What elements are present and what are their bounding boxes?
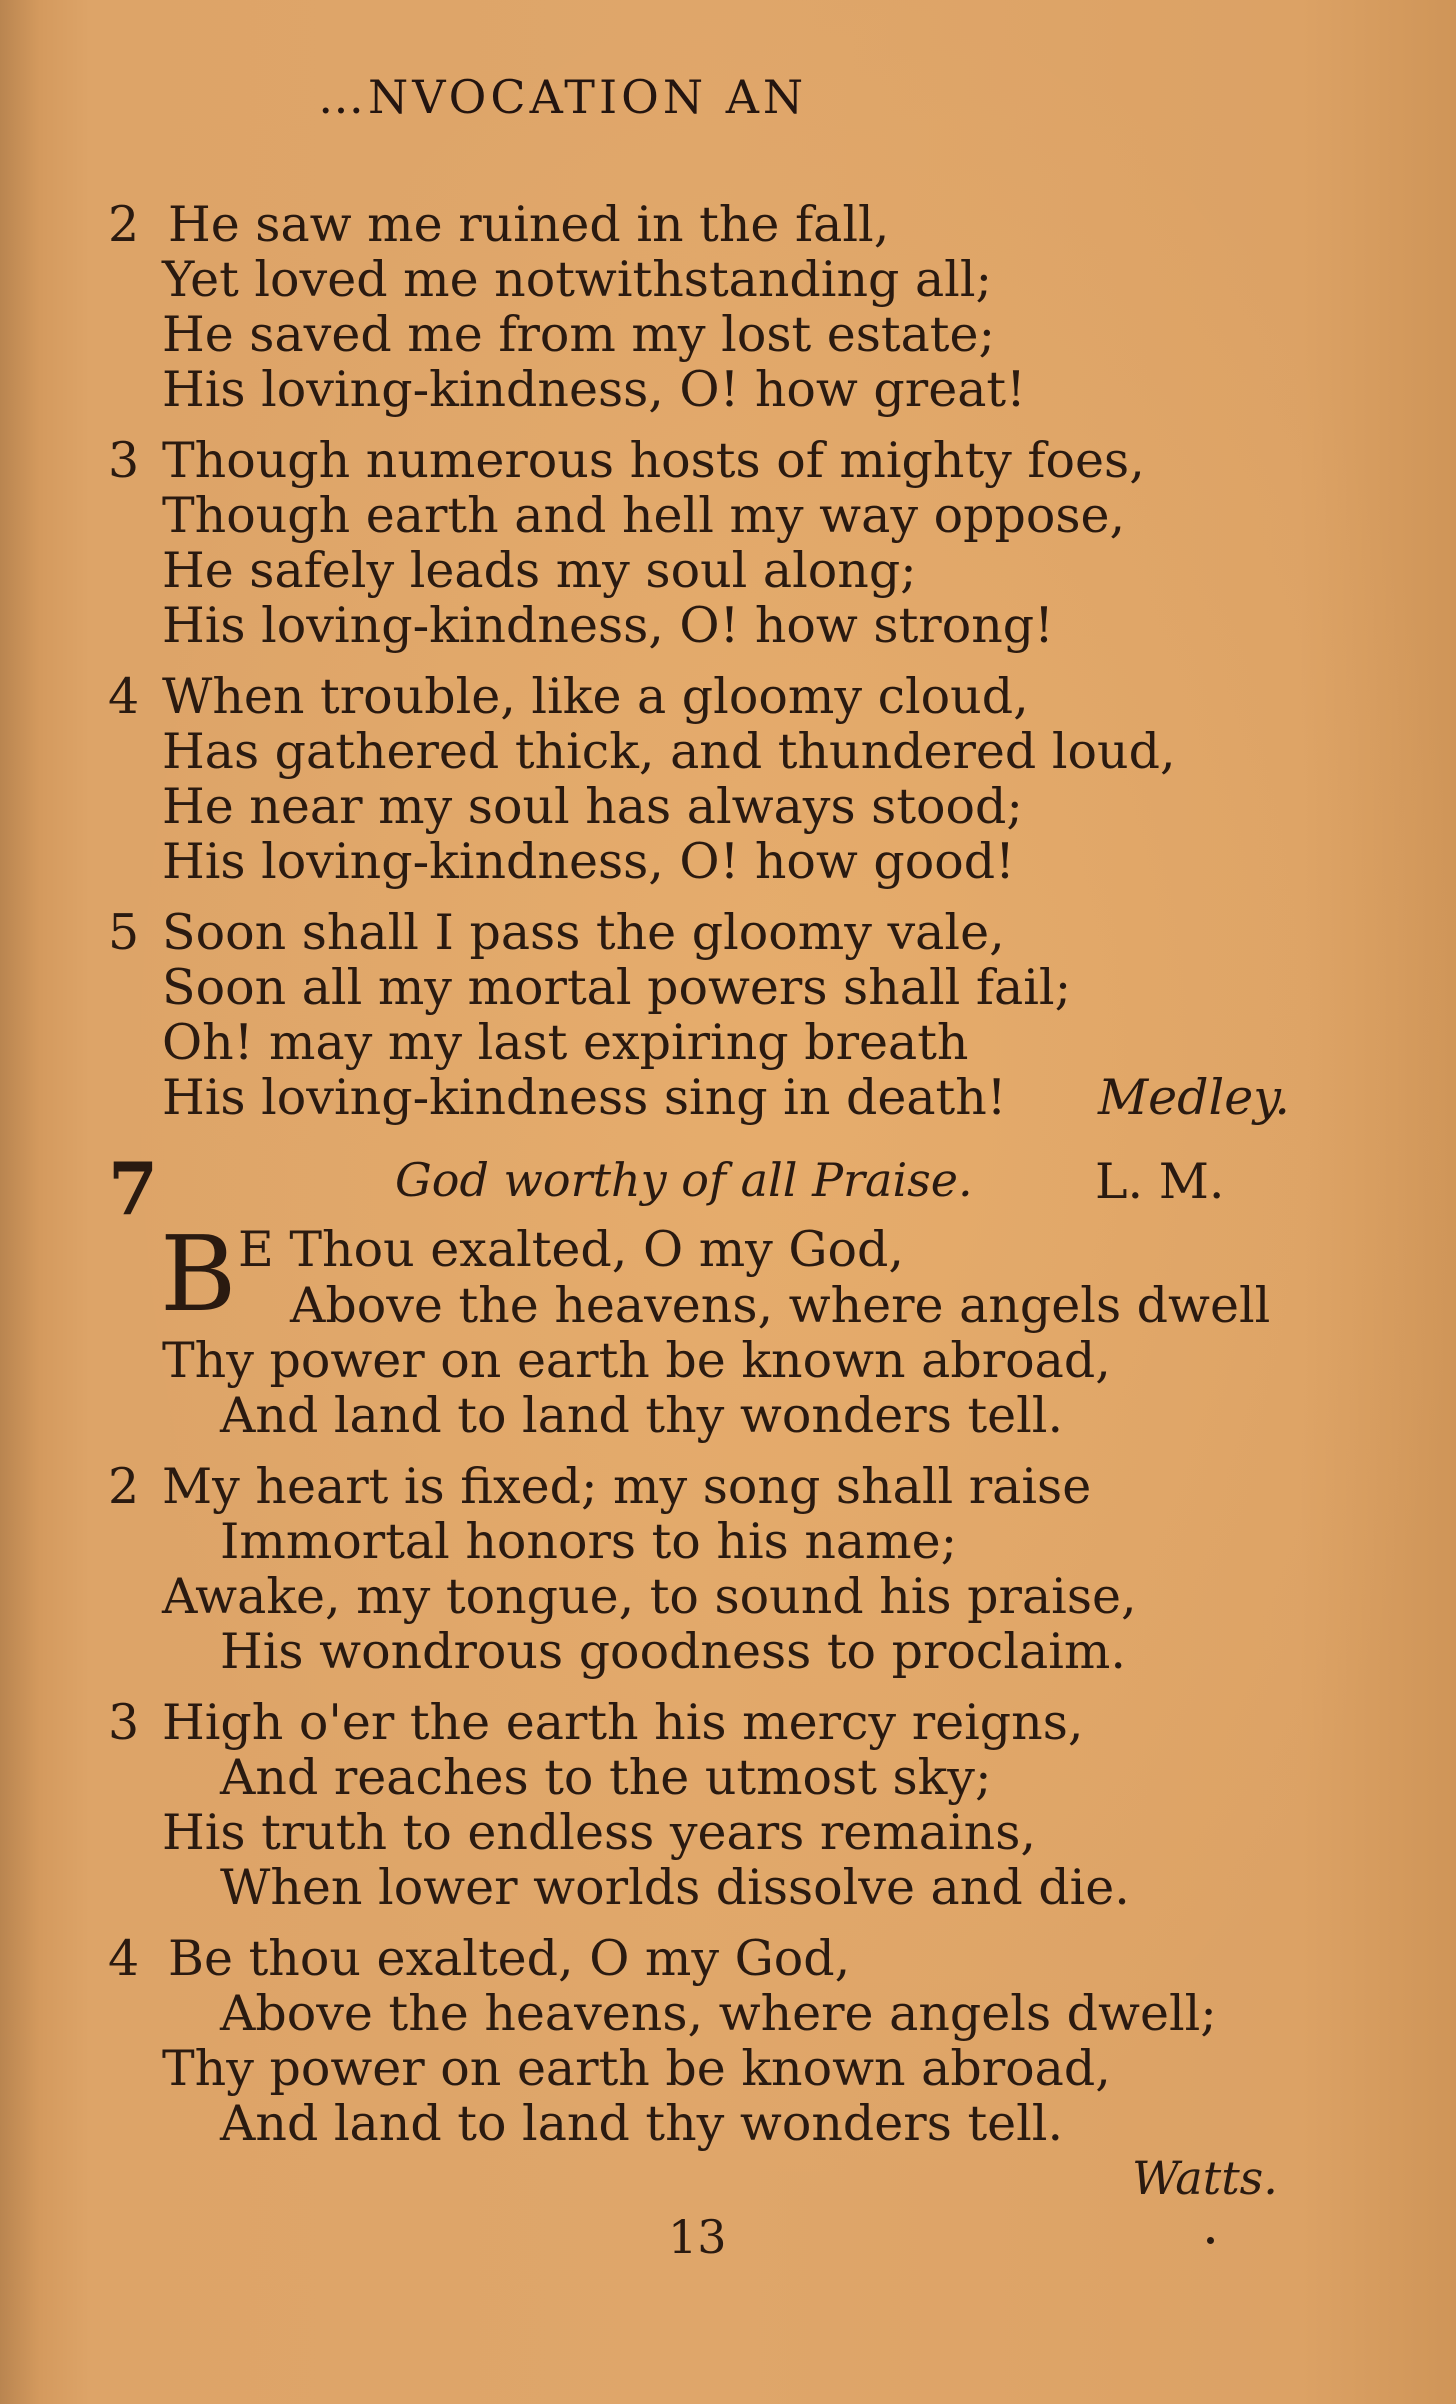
verse-line: His loving-kindness, O! how strong! bbox=[162, 597, 1054, 654]
author-attribution: Medley. bbox=[1098, 1069, 1290, 1126]
verse-line: And land to land thy wonders tell. bbox=[220, 2095, 1064, 2152]
verse-line: Immortal honors to his name; bbox=[220, 1513, 958, 1570]
verse-line: Soon all my mortal powers shall fail; bbox=[162, 959, 1072, 1016]
running-header: …NVOCATION AN bbox=[318, 70, 808, 124]
verse-line: His wondrous goodness to proclaim. bbox=[220, 1623, 1126, 1680]
stanza-number: 4 bbox=[108, 668, 140, 725]
verse-line: When lower worlds dissolve and die. bbox=[220, 1859, 1130, 1916]
verse-line: Though earth and hell my way oppose, bbox=[162, 487, 1126, 544]
stanza-number: 2 bbox=[108, 196, 140, 253]
author-attribution: Watts. bbox=[1132, 2151, 1278, 2205]
page-number: 13 bbox=[668, 2210, 727, 2264]
hymn-meter: L. M. bbox=[1095, 1153, 1225, 1210]
verse-line: Soon shall I pass the gloomy vale, bbox=[162, 904, 1005, 961]
verse-line: His loving-kindness, O! how great! bbox=[162, 361, 1026, 418]
verse-line: Thy power on earth be known abroad, bbox=[162, 2040, 1111, 2097]
verse-line: His loving-kindness, O! how good! bbox=[162, 833, 1015, 890]
verse-line: And land to land thy wonders tell. bbox=[220, 1387, 1064, 1444]
verse-line: E Thou exalted, O my God, bbox=[238, 1221, 904, 1278]
verse-line: Above the heavens, where angels dwell; bbox=[220, 1985, 1217, 2042]
verse-line: And reaches to the utmost sky; bbox=[220, 1749, 992, 1806]
stanza-number: 4 bbox=[108, 1930, 140, 1987]
stanza-number: 2 bbox=[108, 1458, 140, 1515]
verse-line: High o'er the earth his mercy reigns, bbox=[162, 1694, 1084, 1751]
hymn-number: 7 bbox=[108, 1146, 159, 1231]
verse-line: Has gathered thick, and thundered loud, bbox=[162, 723, 1176, 780]
verse-line: Awake, my tongue, to sound his praise, bbox=[162, 1568, 1137, 1625]
verse-line: Yet loved me notwithstanding all; bbox=[162, 251, 993, 308]
stanza-number: 3 bbox=[108, 1694, 140, 1751]
verse-line: He saw me ruined in the fall, bbox=[168, 196, 890, 253]
verse-line: Thy power on earth be known abroad, bbox=[162, 1332, 1111, 1389]
ink-dot bbox=[1207, 2237, 1214, 2244]
stanza-number: 3 bbox=[108, 432, 140, 489]
verse-line: My heart is fixed; my song shall raise bbox=[162, 1458, 1092, 1515]
verse-line: His loving-kindness sing in death! bbox=[162, 1069, 1007, 1126]
verse-line: His truth to endless years remains, bbox=[162, 1804, 1036, 1861]
verse-line: Oh! may my last expiring breath bbox=[162, 1014, 969, 1071]
verse-line: He saved me from my lost estate; bbox=[162, 306, 995, 363]
verse-line: When trouble, like a gloomy cloud, bbox=[162, 668, 1029, 725]
verse-line: Be thou exalted, O my God, bbox=[168, 1930, 851, 1987]
stanza-number: 5 bbox=[108, 904, 140, 961]
hymn-title: God worthy of all Praise. bbox=[395, 1153, 973, 1207]
verse-line: Though numerous hosts of mighty foes, bbox=[162, 432, 1145, 489]
verse-line: He safely leads my soul along; bbox=[162, 542, 917, 599]
verse-line: Above the heavens, where angels dwell bbox=[290, 1277, 1271, 1334]
drop-cap: B bbox=[160, 1213, 237, 1335]
verse-line: He near my soul has always stood; bbox=[162, 778, 1023, 835]
